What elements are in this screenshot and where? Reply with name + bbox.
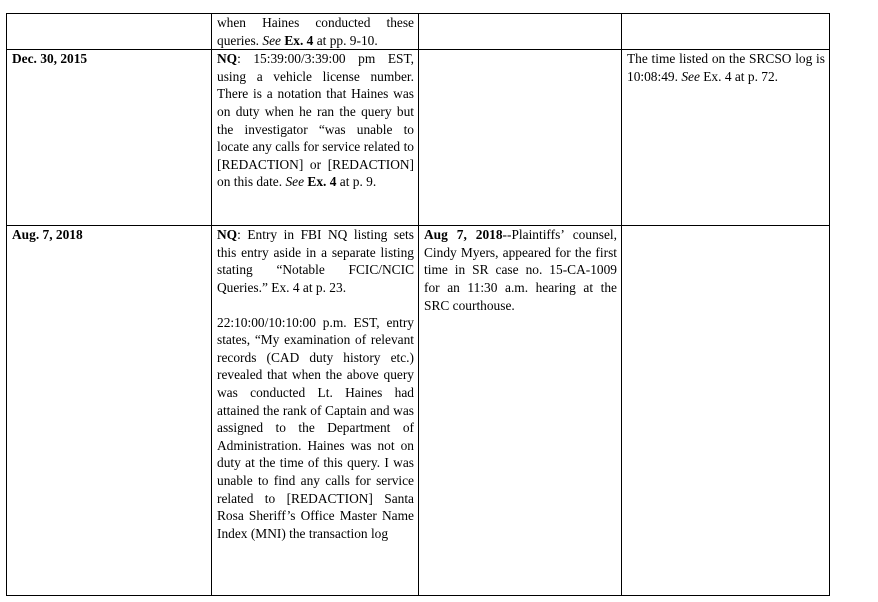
- litigation-cell: [419, 14, 622, 50]
- table-row: [7, 50, 830, 226]
- table-row: [7, 226, 830, 596]
- date-cell: [7, 14, 212, 50]
- table-row: [7, 14, 830, 50]
- chronology-table: [6, 13, 830, 596]
- date-cell: Dec. 30, 2015: [7, 50, 212, 226]
- query-paragraph: 22:10:00/10:10:00 p.m. EST, entry states, “My examination of relevant records (CAD duty history etc.) revealed that when the above query was conducted Lt. Haines had attained the rank of Captain and was assigned to the Department of Administration. Haines was not on duty at the time of this query. I was unable to find any calls for service related to [REDACTION] Santa Rosa Sheriff’s Office Master Name Index (MNI) the transaction log: [217, 314, 414, 541]
- litigation-cell: Aug 7, 2018--Plaintiffs’ counsel, Cindy Myers, appeared for the first time in SR case no. 15-CA-1009 for an 11:30 a.m. hearing at the SRC courthouse.: [419, 226, 622, 596]
- query-cell: [212, 226, 419, 596]
- notes-cell: [622, 226, 830, 596]
- notes-cell: [622, 14, 830, 50]
- date-cell: Aug. 7, 2018: [7, 226, 212, 596]
- litigation-cell: [419, 50, 622, 226]
- query-cell: NQ: 15:39:00/3:39:00 pm EST, using a vehicle license number. There is a notation that Haines was on duty when he ran the query but the investigator “was unable to locate any calls for service related to [REDACTION] or [REDACTION] on this date. See Ex. 4 at p. 9.: [212, 50, 419, 226]
- query-paragraph: NQ: Entry in FBI NQ listing sets this entry aside in a separate listing stating “Notable FCIC/NCIC Queries.” Ex. 4 at p. 23.: [217, 227, 414, 295]
- notes-cell: The time listed on the SRCSO log is 10:08:49. See Ex. 4 at p. 72.: [622, 50, 830, 226]
- query-cell: when Haines conducted these queries. See Ex. 4 at pp. 9-10.: [212, 14, 419, 50]
